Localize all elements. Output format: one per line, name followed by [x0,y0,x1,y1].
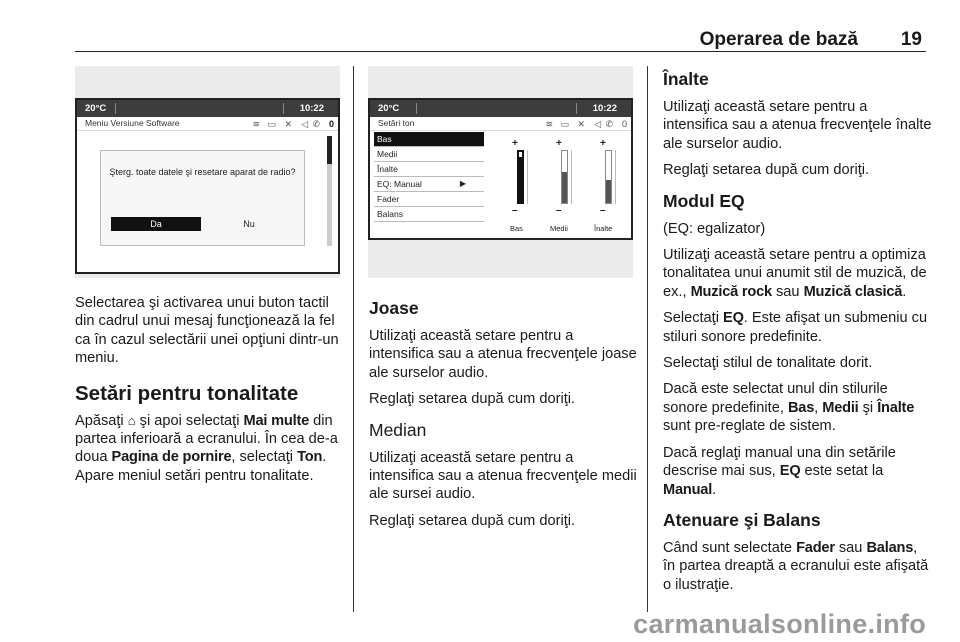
phone-icon: ✆ [312,119,320,129]
plus-icon: + [600,138,606,149]
tone-item-bas[interactable]: Bas [374,132,484,147]
status-temperature: 20°C [378,103,400,114]
mute-icon: ◁ [594,119,601,129]
section-heading-modul-eq: Modul EQ [663,190,745,211]
menu-path: Meniu Versiune Software [85,118,180,128]
menu-path-bar [370,117,631,131]
column-1 [75,294,343,493]
bas-slider[interactable] [510,138,534,216]
scroll-thumb[interactable] [327,136,332,164]
menu-title: Setări ton [378,118,415,128]
eq-paragraph-3: Selectaţi stilul de tonalitate dorit. [663,355,873,372]
intro-paragraph: Selectarea şi activarea unui buton tactil din cadrul unui mesaj funcţionează la fel ca în cazul selectării unei opţiuni dintr-un meniu. [75,295,339,367]
inalte-slider[interactable] [598,138,622,216]
tone-item-fader[interactable]: Fader [374,192,484,207]
medii-fill [562,172,567,203]
inalte-paragraph: Utilizaţi această setare pentru a intensifica sau a atenua frecvenţele înalte ale surselor audio. [663,99,932,152]
media-icon: ▭ [560,119,569,129]
home-icon: ⌂ [127,412,136,428]
yes-button[interactable]: Da [111,217,201,231]
radio-screen [75,98,340,274]
column-2 [369,287,637,538]
bas-track[interactable] [517,150,524,204]
tone-menu-list [374,132,484,222]
eq-paragraph-5: Dacă reglaţi manual una din setările descrise mai sus, EQ este setat la Manual. [663,444,896,498]
bas-fill [519,157,522,202]
section-heading-tone: Setări pentru tonalitate [75,381,299,405]
reset-dialog [100,150,305,246]
tone-instructions: Apăsaţi ⌂ şi apoi selectaţi Mai multe din partea inferioară a ecranului. În cea de-a doua Pagina de pornire, selectaţi Ton. Apare meniul setări pentru tonalitate. [75,412,338,484]
plus-icon: + [512,138,518,149]
medii-track[interactable] [561,150,568,204]
status-temperature: 20°C [85,103,107,114]
mute-icon: ◁ [301,119,308,129]
inalte-track[interactable] [605,150,612,204]
eq-definition: (EQ: egalizator) [663,220,766,237]
bluetooth-icon: ✕ [284,119,292,129]
chevron-right-icon: ▶ [459,179,466,188]
media-icon: ▭ [267,119,276,129]
atenuare-paragraph: Când sunt selectate Fader sau Balans, în partea dreaptă a ecranului este afişată o ilustraţie. [663,539,929,593]
bas-slider-label: Bas [510,224,523,233]
medii-slider[interactable] [554,138,578,216]
status-time: 10:22 [299,103,324,114]
info-icon: 0 [621,119,627,129]
section-heading-joase: Joase [369,298,419,318]
section-heading-median: Median [369,419,427,440]
minus-icon: – [512,205,518,216]
dialog-message: Şterg. toate datele şi resetare aparat de radio? [109,167,296,177]
tone-item-eq-label: EQ: Manual [377,179,422,189]
page-title: Operarea de bază [699,29,858,50]
status-bar [370,100,631,117]
tone-item-balans[interactable]: Balans [374,207,484,222]
scrollbar[interactable] [327,136,332,246]
tone-screen [368,98,633,240]
column-divider [353,66,354,612]
plus-icon: + [556,138,562,149]
bluetooth-icon: ✕ [577,119,585,129]
info-icon: 0 [328,119,334,129]
page-number: 19 [900,29,922,50]
tone-item-eq[interactable] [374,177,484,192]
watermark: carmanualsonline.info [633,609,926,639]
medii-slider-label: Medii [550,224,568,233]
wifi-icon: ≋ [252,119,260,129]
inalte-fill [606,180,611,203]
column-3 [663,58,933,602]
eq-paragraph-1: Utilizaţi această setare pentru a optimiza tonalitatea unui anumit stil de muzică, de ex., Muzică rock sau Muzică clasică. [663,247,927,300]
eq-paragraph-4: Dacă este selectat unul din stilurile sonore predefinite, Bas, Medii şi Înalte sunt pre-reglate de sistem. [663,381,915,435]
wifi-icon: ≋ [545,119,553,129]
minus-icon: – [600,205,606,216]
phone-icon: ✆ [605,119,613,129]
median-adjust: Reglaţi setarea după cum doriţi. [369,512,576,529]
no-button[interactable]: Nu [243,219,255,229]
figure-tone-settings [368,66,633,278]
inalte-adjust: Reglaţi setarea după cum doriţi. [663,162,870,179]
joase-paragraph: Utilizaţi această setare pentru a intensifica sau a atenua frecvenţele joase ale surselor audio. [369,328,637,381]
menu-path-bar [77,117,338,131]
page-header [75,26,926,52]
median-paragraph: Utilizaţi această setare pentru a intensifica sau a atenua frecvenţele medii ale sursei audio. [369,449,637,503]
status-bar [77,100,338,117]
section-heading-inalte: Înalte [663,69,709,89]
figure-software-reset [75,66,340,278]
minus-icon: – [556,205,562,216]
joase-adjust: Reglaţi setarea după cum doriţi. [369,391,576,408]
tone-item-inalte[interactable]: Înalte [374,162,484,177]
column-divider [647,66,648,612]
tone-item-medii[interactable]: Medii [374,147,484,162]
status-time: 10:22 [592,103,617,114]
inalte-slider-label: Înalte [594,224,613,233]
eq-paragraph-2: Selectaţi EQ. Este afişat un submeniu cu stiluri sonore predefinite. [663,310,928,345]
section-heading-atenuare: Atenuare şi Balans [663,509,821,530]
